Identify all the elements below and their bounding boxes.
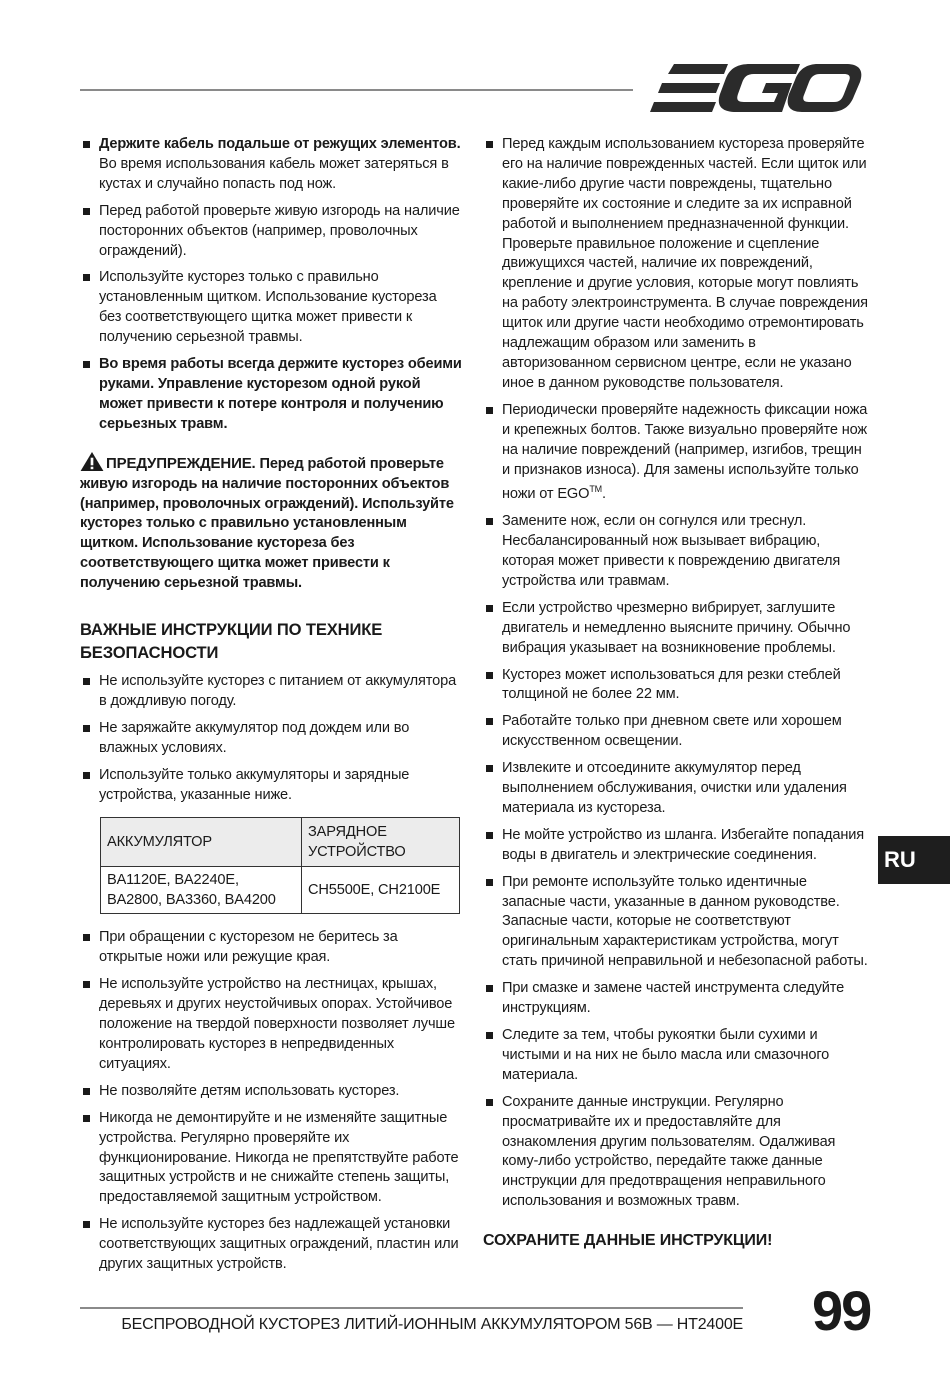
list-item: Не мойте устройство из шланга. Избегайте попадания воды в двигатель и электрические соединения.	[483, 826, 868, 866]
list-item: Перед работой проверьте живую изгородь на наличие посторонних объектов (например, проволочных ограждений).	[80, 202, 462, 262]
table-row	[101, 867, 460, 914]
table-header-cell: ЗАРЯДНОЕ УСТРОЙСТВО	[302, 818, 460, 867]
list-item: Кусторез может использоваться для резки стеблей толщиной не более 22 мм.	[483, 666, 868, 706]
list-item: Перед каждым использованием кустореза проверяйте его на наличие поврежденных частей. Если щиток или какие-либо другие части повреждены, тщательно проверяйте их состояние и следите за их исправной работой и выполнением предназначенной функции. Проверьте правильное положение и сцепление движущихся частей, наличие их повреждений, крепление и другие условия, которые могут повлиять на работу электроинструмента. В случае повреждения щиток или другие части необходимо отремонтировать надлежащим образом или заменить в авторизованном сервисном центре, если не указано иное в данном руководстве пользователя.	[483, 135, 868, 394]
trademark: TM	[589, 484, 603, 495]
list-item: Используйте кусторез только с правильно установленным щитком. Использование кустореза без соответствующего щитка может привести к получению серьезной травмы.	[80, 268, 462, 348]
list-item: Никогда не демонтируйте и не изменяйте защитные устройства. Регулярно проверяйте их функционирование. Никогда не препятствуйте работе защитных устройств и не снижайте степень защиты, предоставляемой защитным устройством.	[80, 1109, 462, 1209]
list-item: Работайте только при дневном свете или хорошем искусственном освещении.	[483, 712, 868, 752]
list-item: Не позволяйте детям использовать кусторез.	[80, 1082, 462, 1102]
page-number: 99	[812, 1279, 871, 1342]
table-cell: CH5500E, CH2100E	[302, 867, 460, 914]
list-item: Замените нож, если он согнулся или треснул. Несбалансированный нож вызывает вибрацию, которая может привести к повреждению двигателя устройства или травмам.	[483, 512, 868, 592]
list-item: Не используйте кусторез без надлежащей установки соответствующих защитных ограждений, пластин или других защитных устройств.	[80, 1215, 462, 1275]
list-item: Не используйте кусторез с питанием от аккумулятора в дождливую погоду.	[80, 672, 462, 712]
battery-charger-table	[100, 817, 460, 914]
table-header-cell: АККУМУЛЯТОР	[101, 818, 302, 867]
list-item: Извлеките и отсоедините аккумулятор перед выполнением обслуживания, очистки или удаления материала из кустореза.	[483, 759, 868, 819]
warning-text: Перед работой проверьте живую изгородь на наличие посторонних объектов (например, проволочных ограждений). Используйте кусторез только с правильно установленным щитком. Использование кустореза без соответствующего щитка может привести к получению серьезной травмы.	[80, 455, 454, 592]
warning-block	[80, 452, 462, 594]
list-item: Следите за тем, чтобы рукоятки были сухими и чистыми и на них не было масла или смазочного материала.	[483, 1026, 868, 1086]
header-rule	[80, 89, 633, 91]
list-item: Не заряжайте аккумулятор под дождем или во влажных условиях.	[80, 719, 462, 759]
list-item: Периодически проверяйте надежность фиксации ножа и крепежных болтов. Также визуально проверяйте нож на наличие повреждений (например, изгибов, трещин и признаков износа). Для замены используйте только ножи от EGO™.	[483, 401, 868, 505]
ego-logo	[650, 62, 862, 114]
list-item: Во время работы всегда держите кусторез обеими руками. Управление кусторезом одной рукой может привести к потере контроля и получению серьезных травм.	[80, 355, 462, 435]
section-heading: ВАЖНЫЕ ИНСТРУКЦИИ ПО ТЕХНИКЕ БЕЗОПАСНОСТИ	[80, 620, 383, 663]
list-item: Сохраните данные инструкции. Регулярно просматривайте их и предоставляйте для ознакомления другим пользователям. Одалживая кому-либо устройство, передайте также данные инструкции для предотвращения неправильного использования и возможных травм.	[483, 1093, 868, 1212]
table-header-row	[101, 818, 460, 867]
list-item: Не используйте устройство на лестницах, крышах, деревьях и других неустойчивых опорах. Устойчивое положение на твердой поверхности позволяет лучше контролировать кусторез в непредвиденных ситуациях.	[80, 975, 462, 1075]
list-item: Используйте только аккумуляторы и зарядные устройства, указанные ниже.	[80, 766, 462, 806]
list-item: Держите кабель подальше от режущих элементов. Во время использования кабель может затеряться в кустах и случайно попасть под нож.	[80, 135, 462, 195]
list-item: При ремонте используйте только идентичные запасные части, указанные в данном руководстве. Запасные части, которые не соответствуют оригинальным характеристикам устройства, могут стать причиной неправильной и небезопасной работы.	[483, 873, 868, 973]
left-column	[80, 135, 462, 1282]
warning-title: ПРЕДУПРЕЖДЕНИЕ.	[106, 454, 256, 472]
list-item: При обращении с кусторезом не беритесь за открытые ножи или режущие края.	[80, 928, 462, 968]
list-item: Если устройство чрезмерно вибрирует, заглушите двигатель и немедленно выясните причину. Обычно вибрация указывает на возникновение проблемы.	[483, 599, 868, 659]
warning-triangle-icon	[80, 452, 104, 471]
save-instructions-heading: СОХРАНИТЕ ДАННЫЕ ИНСТРУКЦИИ!	[483, 1232, 773, 1250]
table-cell: BA1120E, BA2240E, BA2800, BA3360, BA4200	[101, 867, 302, 914]
footer-title: БЕСПРОВОДНОЙ КУСТОРЕЗ ЛИТИЙ-ИОННЫМ АККУМУЛЯТОРОМ 56В — HT2400E	[121, 1316, 743, 1333]
list-item: При смазке и замене частей инструмента следуйте инструкциям.	[483, 979, 868, 1019]
right-column	[483, 135, 868, 1251]
footer-rule	[80, 1307, 743, 1309]
language-tab: RU	[878, 836, 950, 884]
